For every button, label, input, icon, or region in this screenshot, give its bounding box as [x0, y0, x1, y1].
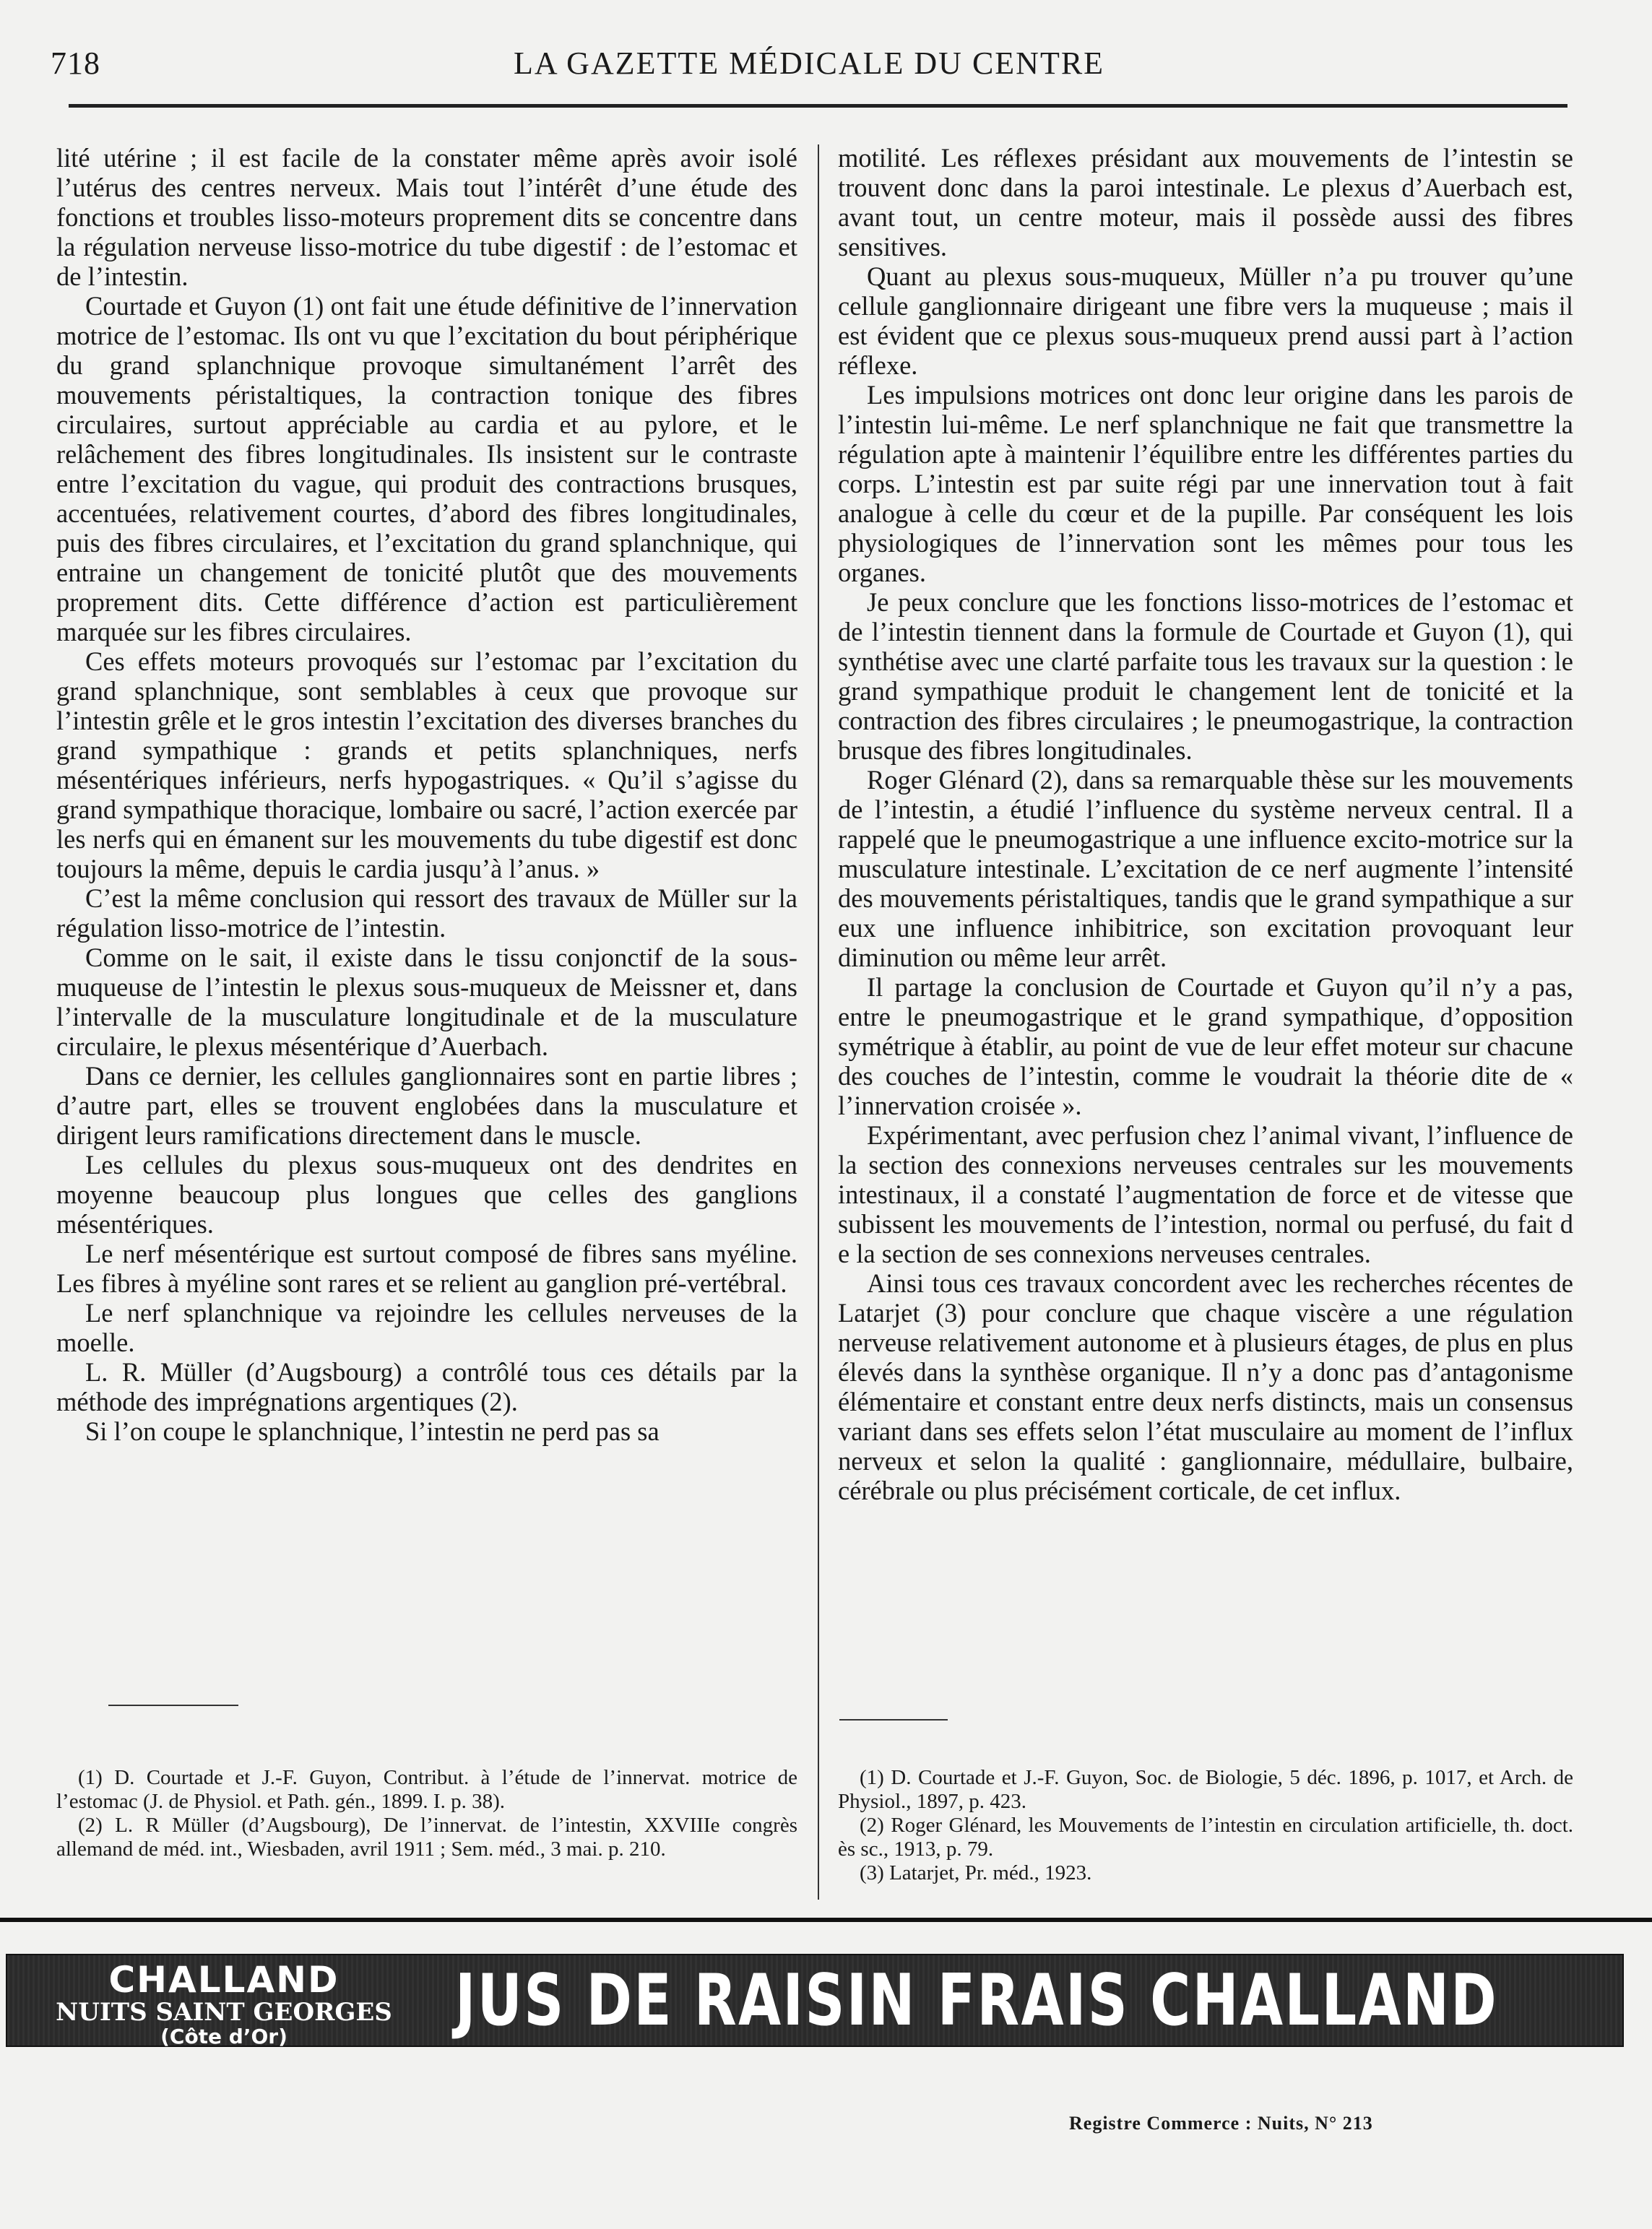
column-divider — [818, 144, 819, 1900]
footnotes-left — [56, 1766, 797, 1861]
ad-place: NUITS SAINT GEORGES — [56, 1998, 392, 2027]
paragraph: Courtade et Guyon (1) ont fait une étude définitive de l’innervation motrice de l’estomac. Ils ont vu que l’excitation du bout périphérique du grand splanchnique provoque simultanément l’arrêt des mouvements péristaltiques, la contraction tonique des fibres circulaires, surtout appréciable au cardia et au pylore, et le relâchement des fibres longitudinales. Ils insistent sur le contraste entre l’excitation du vague, qui produit des contractions brusques, accentuées, relativement courtes, d’abord des fibres longitudinales, puis des fibres circulaires, et l’excitation du grand splanchnique, qui entraine un changement de tonicité plutôt que des mouvements proprement dits. Cette différence d’action est particulièrement marquée sur les fibres circulaires. — [56, 291, 797, 646]
ad-slogan: JUS DE RAISIN FRAIS CHALLAND — [455, 1960, 1499, 2042]
page-number: 718 — [51, 46, 100, 81]
paragraph: C’est la même conclusion qui ressort des travaux de Müller sur la régulation lisso-motrice de l’intestin. — [56, 883, 797, 943]
paragraph: Les cellules du plexus sous-muqueux ont des dendrites en moyenne beaucoup plus longues que celles des ganglions mésentériques. — [56, 1150, 797, 1239]
paragraph: Les impulsions motrices ont donc leur origine dans les parois de l’intestin lui-même. Le nerf splanchnique ne fait que transmettre la régulation apte à maintenir l’équilibre entre les différentes parties du corps. L’intestin est par suite régi par une innervation tout à fait analogue à celle du cœur et de la pupille. Par conséquent les lois physiologiques de l’innervation sont les mêmes pour tous les organes. — [838, 380, 1573, 587]
paragraph: Expérimentant, avec perfusion chez l’animal vivant, l’influence de la section des connexions nerveuses centrales sur les mouvements intestinaux, il a constaté l’augmentation de force et de vitesse que subissent les mouvements de l’intestion, normal ou perfusé, du fait d e la section de ses connexions nerveuses centrales. — [838, 1120, 1573, 1268]
paragraph: Ainsi tous ces travaux concordent avec les recherches récentes de Latarjet (3) pour conclure que chaque viscère a une régulation nerveuse relativement autonome et à plusieurs étages, de plus en plus élevés dans la synthèse organique. Il n’y a donc pas d’antagonisme élémentaire et constant entre deux nerfs distincts, mais un consensus variant dans ses effets selon l’état musculaire au moment de l’influx nerveux et selon la qualité : ganglionnaire, médullaire, bulbaire, cérébrale ou plus précisément corticale, de cet influx. — [838, 1268, 1573, 1505]
page-header — [51, 45, 1567, 88]
advertisement-banner — [6, 1954, 1624, 2047]
paragraph: Quant au plexus sous-muqueux, Müller n’a pu trouver qu’une cellule ganglionnaire dirigeant une fibre vers la muqueuse ; mais il est évident que ce plexus sous-muqueux prend aussi part à l’action réflexe. — [838, 261, 1573, 380]
paragraph: Il partage la conclusion de Courtade et Guyon qu’il n’y a pas, entre le pneumogastrique et le grand sympathique, d’opposition symétrique à établir, au point de vue de leur effet moteur sur chacune des couches de l’intestin, comme le voudrait la théorie dite de « l’innervation croisée ». — [838, 972, 1573, 1120]
ad-brand-block — [22, 1961, 426, 2048]
paragraph: Roger Glénard (2), dans sa remarquable thèse sur les mouvements de l’intestin, a étudié l’influence du système nerveux central. Il a rappelé que le pneumogastrique a une influence excito-motrice sur la musculature intestinale. L’excitation de ce nerf augmente l’intensité des mouvements péristaltiques, tandis que le grand sympathique a sur eux une influence inhibitrice, son excitation provoquant leur diminution ou même leur arrêt. — [838, 765, 1573, 972]
footnote-rule — [108, 1705, 238, 1706]
paragraph: motilité. Les réflexes présidant aux mouvements de l’intestin se trouvent donc dans la paroi intestinale. Le plexus d’Auerbach est, avant tout, un centre moteur, mais il possède aussi des fibres sensitives. — [838, 143, 1573, 261]
paragraph: Dans ce dernier, les cellules ganglionnaires sont en partie libres ; d’autre part, elles se trouvent englobées dans la musculature et dirigent leurs ramifications directement dans le muscle. — [56, 1061, 797, 1150]
footnotes-right — [838, 1766, 1573, 1885]
header-rule — [69, 104, 1567, 108]
paragraph: Le nerf mésentérique est surtout composé de fibres sans myéline. Les fibres à myéline sont rares et se relient au ganglion pré-vertébral. — [56, 1239, 797, 1298]
paragraph: Comme on le sait, il existe dans le tissu conjonctif de la sous-muqueuse de l’intestin le plexus sous-muqueux de Meissner et, dans l’intervalle de la musculature longitudinale et de la musculature circulaire, le plexus mésentérique d’Auerbach. — [56, 943, 797, 1061]
paragraph: L. R. Müller (d’Augsbourg) a contrôlé tous ces détails par la méthode des imprégnations argentiques (2). — [56, 1357, 797, 1416]
footnote: (2) L. R Müller (d’Augsbourg), De l’innervat. de l’intestin, XXVIIIe congrès allemand de méd. int., Wiesbaden, avril 1911 ; Sem. méd., 3 mai. p. 210. — [56, 1814, 797, 1861]
paragraph: Ces effets moteurs provoqués sur l’estomac par l’excitation du grand splanchnique, sont semblables à ceux que provoque sur l’intestin grêle et le gros intestin l’excitation des diverses branches du grand sympathique : grands et petits splanchniques, nerfs mésentériques inférieurs, nerfs hypogastriques. « Qu’il s’agisse du grand sympathique thoracique, lombaire ou sacré, l’action exercée par les nerfs qui en émanent sur les mouvements du tube digestif est donc toujours la même, depuis le cardia jusqu’à l’anus. » — [56, 646, 797, 883]
footnote: (2) Roger Glénard, les Mouvements de l’intestin en circulation artificielle, th. doct. ès sc., 1913, p. 79. — [838, 1814, 1573, 1861]
ad-region: (Côte d’Or) — [160, 2025, 287, 2048]
paragraph: Si l’on coupe le splanchnique, l’intestin ne perd pas sa — [85, 1416, 659, 1446]
paragraph: Le nerf splanchnique va rejoindre les cellules nerveuses de la moelle. — [56, 1298, 797, 1357]
ad-brand: CHALLAND — [108, 1959, 340, 2001]
paragraph: lité utérine ; il est facile de la constater même après avoir isolé l’utérus des centres nerveux. Mais tout l’intérêt d’une étude des fonctions et troubles lisso-moteurs proprement dits se concentre dans la régulation nerveuse lisso-motrice du tube digestif : de l’estomac et de l’intestin. — [56, 143, 797, 291]
footnote-rule — [839, 1719, 948, 1721]
registry-note: Registre Commerce : Nuits, N° 213 — [1069, 2113, 1373, 2134]
right-column — [838, 143, 1573, 1505]
footnote: (3) Latarjet, Pr. méd., 1923. — [860, 1861, 1092, 1884]
footnote: (1) D. Courtade et J.-F. Guyon, Soc. de Biologie, 5 déc. 1896, p. 1017, et Arch. de Physiol., 1897, p. 423. — [838, 1766, 1573, 1813]
footnote: (1) D. Courtade et J.-F. Guyon, Contribut. à l’étude de l’innervat. motrice de l’estomac (J. de Physiol. et Path. gén., 1899. I. p. 38). — [56, 1766, 797, 1813]
paragraph: Je peux conclure que les fonctions lisso-motrices de l’estomac et de l’intestin tiennent dans la formule de Courtade et Guyon (1), qui synthétise avec une clarté parfaite tous les travaux sur la question : le grand sympathique produit le changement lent de tonicité et la contraction des fibres circulaires ; le pneumogastrique, la contraction brusque des fibres longitudinales. — [838, 587, 1573, 765]
bottom-rule — [0, 1918, 1652, 1922]
journal-title: LA GAZETTE MÉDICALE DU CENTRE — [513, 46, 1105, 81]
left-column — [56, 143, 797, 1446]
